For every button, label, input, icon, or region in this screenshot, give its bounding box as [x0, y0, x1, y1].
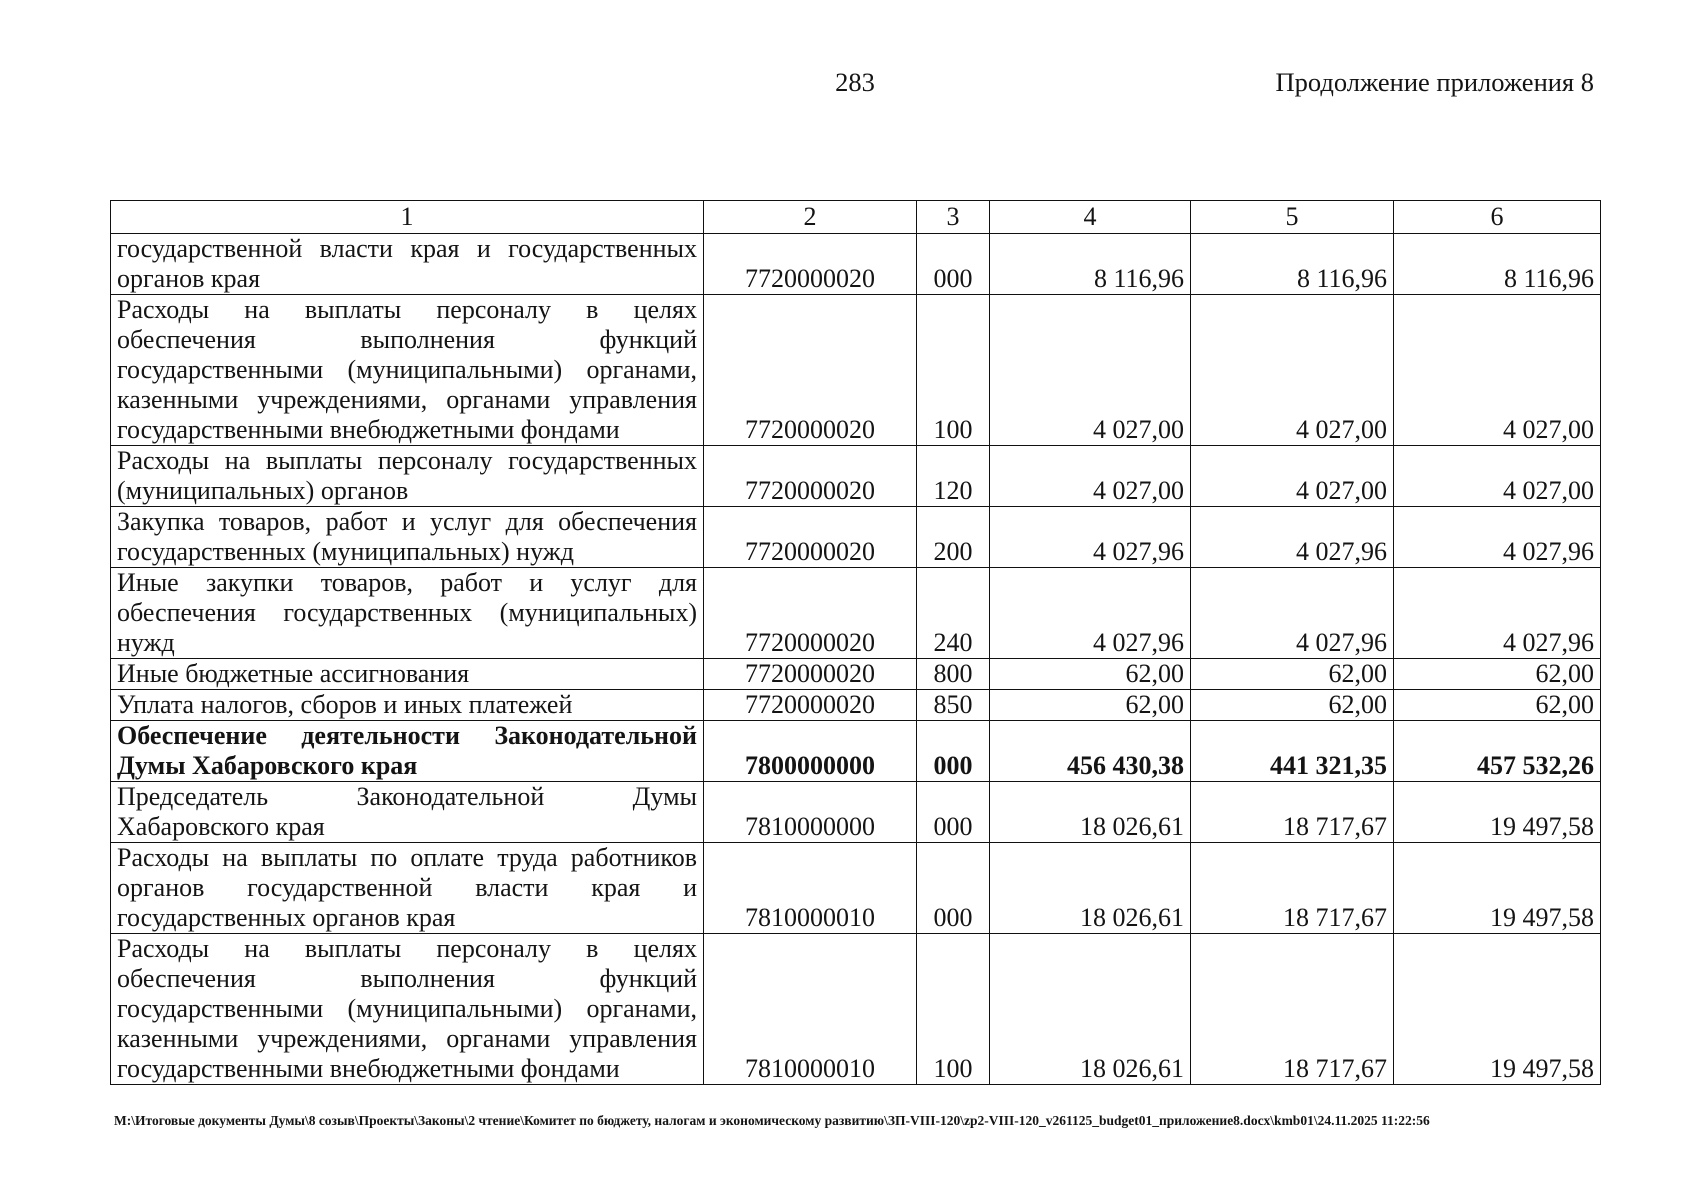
table-body [111, 234, 1601, 1085]
row-name-line: Расходы на выплаты персоналу государственных [117, 446, 697, 475]
row-amount-cell-3: 4 027,00 [1394, 295, 1601, 446]
row-name-line: Думы Хабаровского края [117, 751, 418, 780]
row-name-line: Расходы на выплаты по оплате труда работников [117, 843, 697, 872]
row-name-line: обеспечения государственных (муниципальных) [117, 598, 697, 627]
row-name-line: органов края [117, 264, 261, 293]
row-amount-cell-3: 62,00 [1394, 690, 1601, 721]
row-amount-cell-2: 4 027,00 [1191, 295, 1394, 446]
column-number-4: 4 [990, 201, 1191, 234]
row-code-cell: 7800000000 [704, 721, 917, 782]
row-name-line: государственными внебюджетными фондами [117, 415, 620, 444]
row-amount-cell-1: 4 027,96 [990, 507, 1191, 568]
row-amount-cell-1: 8 116,96 [990, 234, 1191, 295]
row-name-line: обеспечения выполнения функций [117, 964, 697, 993]
row-name-line: государственными (муниципальными) органами, [117, 994, 697, 1023]
row-name-line: Расходы на выплаты персоналу в целях [117, 295, 697, 324]
row-amount-cell-1: 62,00 [990, 690, 1191, 721]
row-name-line: государственной власти края и государственных [117, 234, 697, 263]
row-name-cell [111, 721, 704, 782]
row-amount-cell-3: 4 027,96 [1394, 568, 1601, 659]
row-amount-cell-3: 19 497,58 [1394, 782, 1601, 843]
table-row [111, 446, 1601, 507]
row-amount-cell-3: 457 532,26 [1394, 721, 1601, 782]
row-name-line: казенными учреждениями, органами управления [117, 1024, 697, 1053]
row-code-cell: 7720000020 [704, 295, 917, 446]
row-name-line: обеспечения выполнения функций [117, 325, 697, 354]
row-type-cell: 000 [917, 782, 990, 843]
row-amount-cell-3: 8 116,96 [1394, 234, 1601, 295]
row-amount-cell-3: 62,00 [1394, 659, 1601, 690]
row-name-line: Иные бюджетные ассигнования [117, 659, 470, 688]
row-name-line: Иные закупки товаров, работ и услуг для [117, 568, 697, 597]
row-amount-cell-3: 4 027,96 [1394, 507, 1601, 568]
row-name-cell [111, 690, 704, 721]
table-row [111, 295, 1601, 446]
row-name-line: государственных (муниципальных) нужд [117, 537, 574, 566]
column-number-5: 5 [1191, 201, 1394, 234]
row-amount-cell-1: 4 027,00 [990, 446, 1191, 507]
row-name-cell [111, 507, 704, 568]
row-amount-cell-2: 4 027,96 [1191, 507, 1394, 568]
row-name-line: государственными внебюджетными фондами [117, 1054, 620, 1083]
row-name-line: Хабаровского края [117, 812, 325, 841]
table-row [111, 721, 1601, 782]
row-type-cell: 800 [917, 659, 990, 690]
row-code-cell: 7810000000 [704, 782, 917, 843]
row-code-cell: 7720000020 [704, 507, 917, 568]
row-name-line: государственными (муниципальными) органами, [117, 355, 697, 384]
table-row [111, 843, 1601, 934]
row-name-cell [111, 234, 704, 295]
row-amount-cell-1: 456 430,38 [990, 721, 1191, 782]
table-header-row [111, 201, 1601, 234]
column-number-3: 3 [917, 201, 990, 234]
row-amount-cell-2: 4 027,96 [1191, 568, 1394, 659]
document-content [110, 200, 1600, 1129]
row-name-cell [111, 568, 704, 659]
row-name-cell [111, 934, 704, 1085]
row-amount-cell-1: 18 026,61 [990, 843, 1191, 934]
row-amount-cell-3: 19 497,58 [1394, 934, 1601, 1085]
row-type-cell: 100 [917, 295, 990, 446]
row-amount-cell-3: 19 497,58 [1394, 843, 1601, 934]
budget-table [110, 200, 1601, 1085]
row-name-line: нужд [117, 628, 175, 657]
file-path-footer: M:\Итоговые документы Думы\8 созыв\Проекты\Законы\2 чтение\Комитет по бюджету, налогам и экономическому развитию\ЗП-VIII-120\zp2-VIII-120_v261125_budget01_приложение8.docx\kmb01\24.11.2025 11:22:56 [114, 1113, 1430, 1128]
row-name-cell [111, 782, 704, 843]
row-code-cell: 7810000010 [704, 934, 917, 1085]
column-number-1: 1 [111, 201, 704, 234]
table-row [111, 934, 1601, 1085]
row-amount-cell-1: 18 026,61 [990, 782, 1191, 843]
table-row [111, 659, 1601, 690]
column-number-6: 6 [1394, 201, 1601, 234]
row-code-cell: 7720000020 [704, 659, 917, 690]
row-amount-cell-2: 18 717,67 [1191, 782, 1394, 843]
row-name-line: (муниципальных) органов [117, 476, 409, 505]
row-type-cell: 000 [917, 234, 990, 295]
row-amount-cell-2: 62,00 [1191, 659, 1394, 690]
row-amount-cell-2: 18 717,67 [1191, 934, 1394, 1085]
row-name-line: Обеспечение деятельности Законодательной [117, 721, 697, 750]
row-type-cell: 240 [917, 568, 990, 659]
row-code-cell: 7720000020 [704, 446, 917, 507]
row-code-cell: 7810000010 [704, 843, 917, 934]
table-row [111, 234, 1601, 295]
row-name-cell [111, 659, 704, 690]
row-code-cell: 7720000020 [704, 690, 917, 721]
row-amount-cell-2: 441 321,35 [1191, 721, 1394, 782]
row-name-cell [111, 295, 704, 446]
row-amount-cell-1: 18 026,61 [990, 934, 1191, 1085]
row-name-line: Уплата налогов, сборов и иных платежей [117, 690, 573, 719]
row-amount-cell-2: 62,00 [1191, 690, 1394, 721]
row-type-cell: 000 [917, 721, 990, 782]
row-name-line: Расходы на выплаты персоналу в целях [117, 934, 697, 963]
row-code-cell: 7720000020 [704, 568, 917, 659]
row-name-cell [111, 843, 704, 934]
column-number-2: 2 [704, 201, 917, 234]
row-amount-cell-2: 4 027,00 [1191, 446, 1394, 507]
row-name-cell [111, 446, 704, 507]
row-amount-cell-2: 18 717,67 [1191, 843, 1394, 934]
row-amount-cell-1: 62,00 [990, 659, 1191, 690]
page-number: 283 [835, 67, 875, 97]
table-row [111, 507, 1601, 568]
row-name-line: казенными учреждениями, органами управления [117, 385, 697, 414]
table-row [111, 568, 1601, 659]
table-row [111, 782, 1601, 843]
row-name-line: Председатель Законодательной Думы [117, 782, 697, 811]
row-type-cell: 100 [917, 934, 990, 1085]
row-amount-cell-1: 4 027,00 [990, 295, 1191, 446]
row-amount-cell-1: 4 027,96 [990, 568, 1191, 659]
row-type-cell: 000 [917, 843, 990, 934]
appendix-continuation-label: Продолжение приложения 8 [1275, 67, 1594, 97]
row-type-cell: 850 [917, 690, 990, 721]
row-code-cell: 7720000020 [704, 234, 917, 295]
table-row [111, 690, 1601, 721]
row-name-line: Закупка товаров, работ и услуг для обеспечения [117, 507, 697, 536]
row-name-line: органов государственной власти края и [117, 873, 697, 902]
row-amount-cell-3: 4 027,00 [1394, 446, 1601, 507]
row-type-cell: 200 [917, 507, 990, 568]
row-type-cell: 120 [917, 446, 990, 507]
row-name-line: государственных органов края [117, 903, 456, 932]
row-amount-cell-2: 8 116,96 [1191, 234, 1394, 295]
